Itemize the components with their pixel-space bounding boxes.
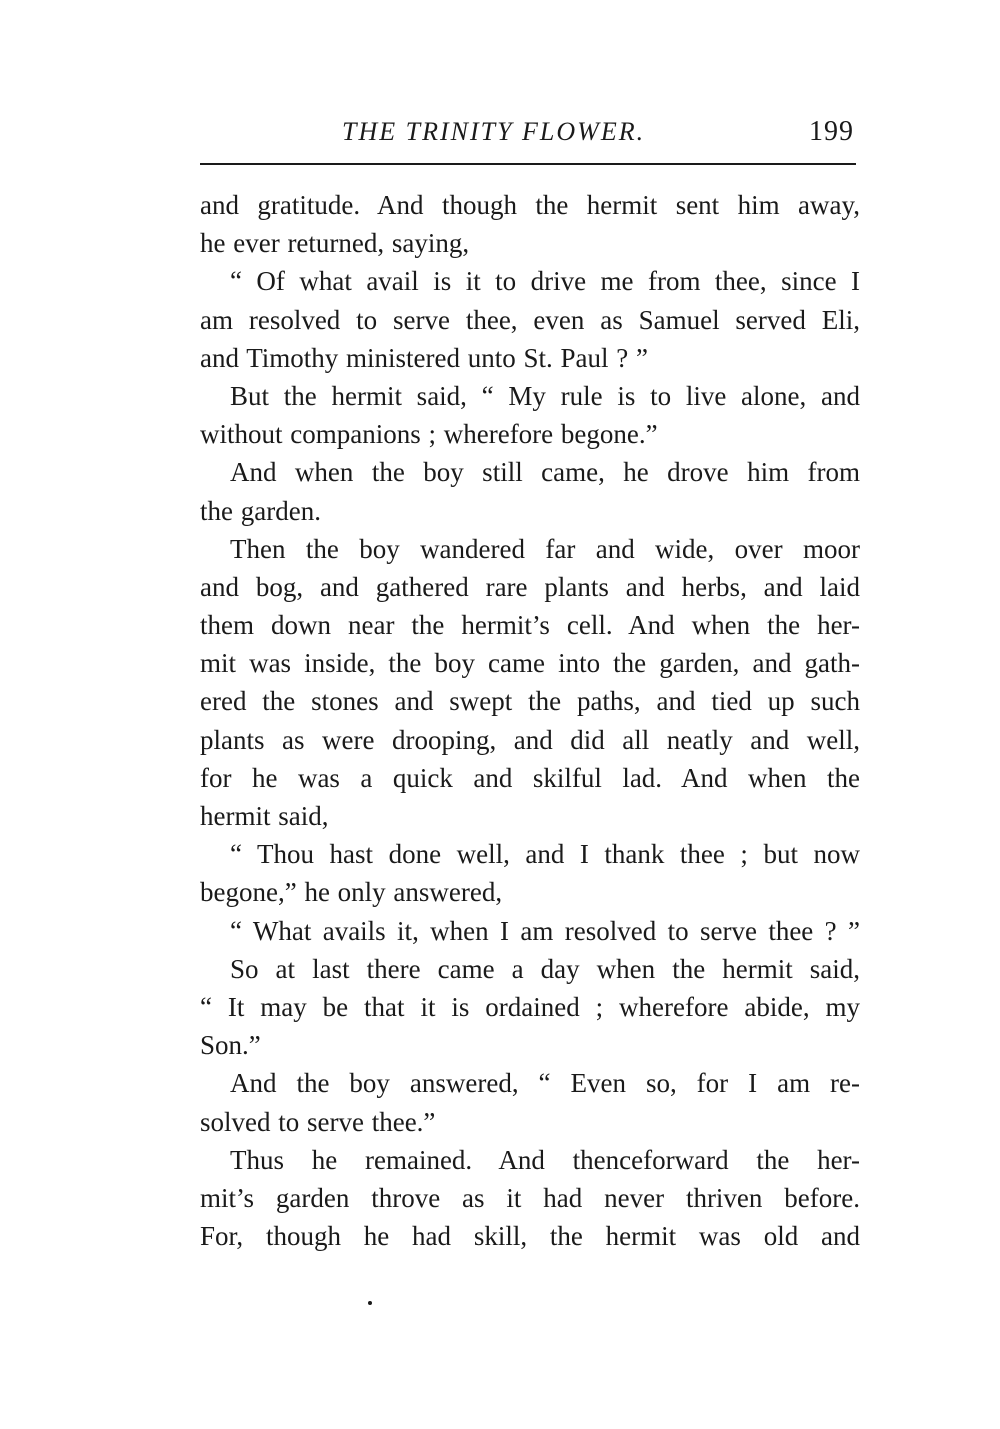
text-line: “ Of what avail is it to drive me from thee, since I [230,266,860,297]
text-line: them down near the hermit’s cell. And when the her- [200,610,860,641]
text-line: and bog, and gathered rare plants and herbs, and laid [200,571,860,602]
text-line: “ What avails it, when I am resolved to serve thee ? ” [230,915,860,946]
running-title: THE TRINITY FLOWER. [342,117,646,146]
text-line: plants as were drooping, and did all neatly and well, [200,724,860,755]
text-line: “ Thou hast done well, and I thank thee ; but now [230,839,860,870]
printing-speck [368,1301,372,1305]
page-number: 199 [809,116,854,147]
text-line: But the hermit said, “ My rule is to live alone, and [230,380,860,411]
text-line: the garden. [200,495,321,526]
text-line: And when the boy still came, he drove him from [230,457,860,488]
text-line: am resolved to serve thee, even as Samuel served Eli, [200,304,860,335]
text-line: ered the stones and swept the paths, and tied up such [200,686,860,717]
text-line: Then the boy wandered far and wide, over moor [230,533,860,564]
text-line: for he was a quick and skilful lad. And when the [200,762,860,793]
text-line: So at last there came a day when the hermit said, [230,953,860,984]
text-line: “ It may be that it is ordained ; wherefore abide, my [200,991,860,1022]
text-line: And the boy answered, “ Even so, for I am re- [230,1068,860,1099]
text-line: solved to serve thee.” [200,1106,436,1137]
text-line: begone,” he only answered, [200,877,503,908]
text-line: mit was inside, the boy came into the garden, and gath- [200,648,860,679]
text-line: hermit said, [200,801,329,831]
text-line: Son.” [200,1030,261,1061]
text-line: without companions ; wherefore begone.” [200,419,658,450]
text-line: mit’s garden throve as it had never thriven before. [200,1182,860,1213]
running-head [200,112,860,152]
text-line: and gratitude. And though the hermit sent him away, [200,190,860,220]
text-line: and Timothy ministered unto St. Paul ? ” [200,342,649,373]
text-line: he ever returned, saying, [200,228,470,259]
body-text [200,186,860,1255]
text-line: Thus he remained. And thenceforward the her- [230,1144,860,1175]
text-line: For, though he had skill, the hermit was old and [200,1221,860,1252]
header-rule [200,163,856,165]
